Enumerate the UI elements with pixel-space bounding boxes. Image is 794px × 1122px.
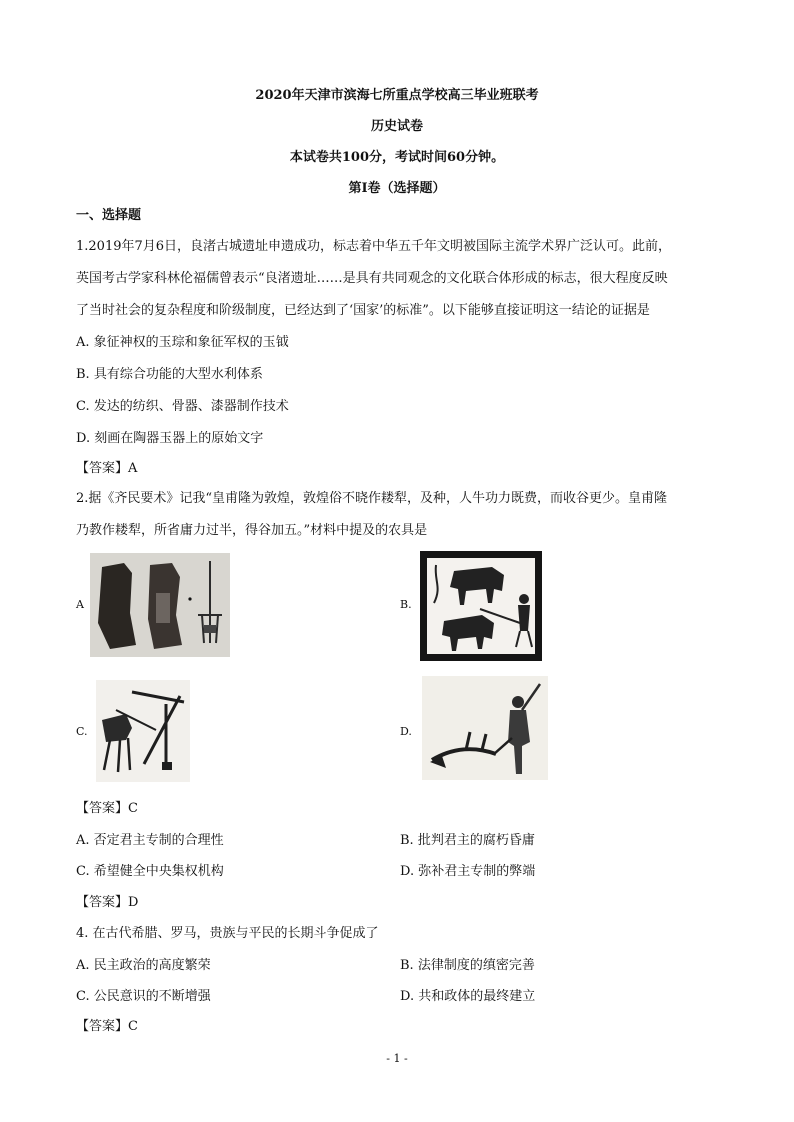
q1-option-c: C. 发达的纺织、骨器、漆器制作技术 xyxy=(76,399,289,414)
q4-option-b: B. 法律制度的缜密完善 xyxy=(400,958,535,973)
q2-image-c xyxy=(96,680,190,782)
q2-answer: 【答案】C xyxy=(76,801,138,816)
exam-part: 第Ⅰ卷（选择题） xyxy=(348,181,446,196)
q1-stem-line-1: 1.2019年7月6日，良渚古城遗址申遗成功，标志着中华五千年文明被国际主流学术界广泛认可。此前， xyxy=(76,239,672,254)
q1-stem-line-2: 英国考古学家科林伦福儒曾表示“良渚遗址……是具有共同观念的文化联合体形成的标志，很大程度反映 xyxy=(76,271,668,286)
q2-image-label-a: A xyxy=(76,598,84,611)
q2-image-a xyxy=(90,553,230,657)
q1-answer: 【答案】A xyxy=(76,461,138,476)
q4-answer: 【答案】C xyxy=(76,1019,138,1034)
q3-option-d: D. 弥补君主专制的弊端 xyxy=(400,864,536,879)
section-title: 一、选择题 xyxy=(76,208,142,223)
seed-drill-icon xyxy=(96,680,190,782)
q2-image-d xyxy=(422,676,548,780)
q3-option-c: C. 希望健全中央集权机构 xyxy=(76,864,224,879)
q1-option-a: A. 象征神权的玉琮和象征军权的玉钺 xyxy=(76,335,289,350)
q2-image-b xyxy=(420,551,542,661)
q1-stem-line-3: 了当时社会的复杂程度和阶级制度，已经达到了‘国家’的标准”。以下能够直接证明这一结论的证据是 xyxy=(76,303,650,318)
exam-info: 本试卷共100分，考试时间60分钟。 xyxy=(289,150,505,165)
man-with-plough-icon xyxy=(422,676,548,780)
oxen-plough-painting-icon xyxy=(420,551,542,661)
q3-answer: 【答案】D xyxy=(76,895,139,910)
q3-option-b: B. 批判君主的腐朽昏庸 xyxy=(400,833,535,848)
page-number: - 1 - xyxy=(386,1052,408,1065)
q2-image-label-c: C. xyxy=(76,725,88,738)
q2-image-label-b: B. xyxy=(400,598,412,611)
q3-option-a: A. 否定君主专制的合理性 xyxy=(76,833,224,848)
exam-title: 2020年天津市滨海七所重点学校高三毕业班联考 xyxy=(255,88,539,103)
q2-stem-line-1: 2.据《齐民要术》记我“皇甫隆为敦煌，敦煌俗不晓作耧犁，及种，人牛功力既费，而收谷更少。皇甫隆 xyxy=(76,491,668,506)
q1-option-d: D. 刻画在陶器玉器上的原始文字 xyxy=(76,431,264,446)
q4-option-d: D. 共和政体的最终建立 xyxy=(400,989,536,1004)
exam-subject: 历史试卷 xyxy=(370,119,423,134)
q1-option-b: B. 具有综合功能的大型水利体系 xyxy=(76,367,263,382)
q2-image-label-d: D. xyxy=(400,725,412,738)
ancient-plough-tools-icon xyxy=(90,553,230,657)
q4-stem: 4. 在古代希腊、罗马，贵族与平民的长期斗争促成了 xyxy=(76,926,379,941)
q4-option-a: A. 民主政治的高度繁荣 xyxy=(76,958,211,973)
q4-option-c: C. 公民意识的不断增强 xyxy=(76,989,211,1004)
q2-stem-line-2: 乃教作耧犁，所省庸力过半，得谷加五。”材料中提及的农具是 xyxy=(76,523,428,538)
